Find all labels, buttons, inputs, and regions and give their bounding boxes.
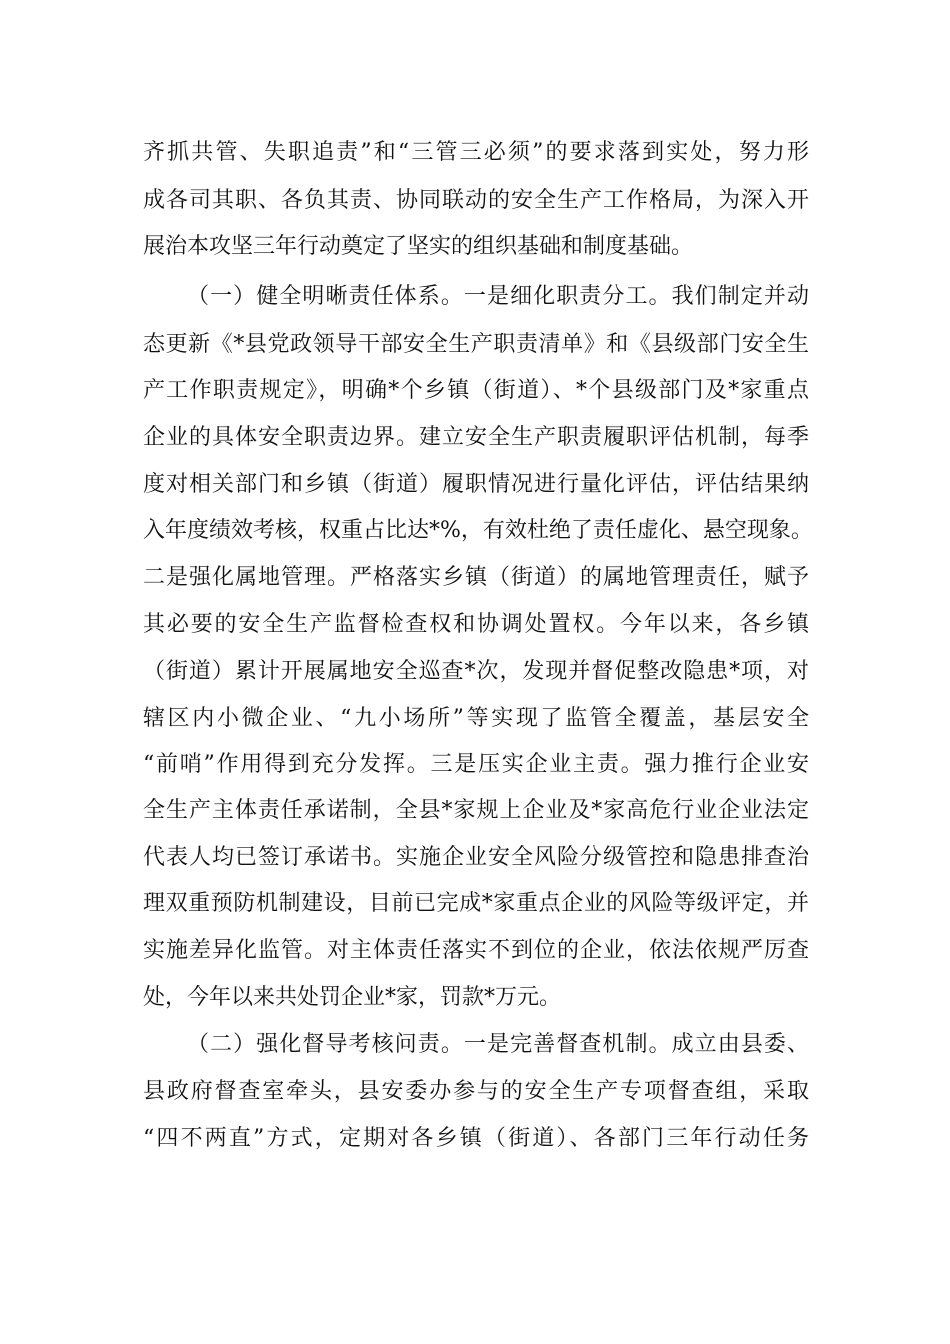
- section-heading-line: （一）健全明晰责任体系。一是细化职责分工。我们制定并动: [187, 284, 809, 309]
- text-line: 度对相关部门和乡镇（街道）履职情况进行量化评估，评估结果纳: [143, 472, 809, 497]
- text-line: 入年度绩效考核，权重占比达*%，有效杜绝了责任虚化、悬空现象。: [143, 518, 813, 543]
- text-line: “前哨”作用得到充分发挥。三是压实企业主责。强力推行企业安: [143, 752, 809, 777]
- text-line: 态更新《*县党政领导干部安全生产职责清单》和《县级部门安全生: [143, 332, 809, 357]
- text-line: 其必要的安全生产监督检查权和协调处置权。今年以来，各乡镇: [143, 612, 809, 637]
- text-line: 齐抓共管、失职追责”和“三管三必须”的要求落到实处，努力形: [143, 140, 809, 165]
- text-line: 二是强化属地管理。严格落实乡镇（街道）的属地管理责任，赋予: [143, 565, 809, 590]
- text-line: 展治本攻坚三年行动奠定了坚实的组织基础和制度基础。: [143, 234, 694, 259]
- text-line: 成各司其职、各负其责、协同联动的安全生产工作格局，为深入开: [143, 188, 809, 213]
- text-line: 全生产主体责任承诺制，全县*家规上企业及*家高危行业企业法定: [143, 798, 809, 823]
- text-line: （街道）累计开展属地安全巡查*次，发现并督促整改隐患*项，对: [143, 659, 809, 684]
- text-line: 理双重预防机制建设，目前已完成*家重点企业的风险等级评定，并: [143, 891, 809, 916]
- text-line: 产工作职责规定》，明确*个乡镇（街道）、*个县级部门及*家重点: [143, 378, 809, 403]
- text-line: 辖区内小微企业、“九小场所”等实现了监管全覆盖，基层安全: [143, 706, 809, 731]
- text-line: 企业的具体安全职责边界。建立安全生产职责履职评估机制，每季: [143, 425, 809, 450]
- text-line: 实施差异化监管。对主体责任落实不到位的企业，依法依规严厉查: [143, 938, 809, 963]
- text-line: 代表人均已签订承诺书。实施企业安全风险分级管控和隐患排查治: [143, 845, 809, 870]
- text-line: “四不两直”方式，定期对各乡镇（街道）、各部门三年行动任务: [143, 1126, 809, 1151]
- section-heading-line: （二）强化督导考核问责。一是完善督查机制。成立由县委、: [187, 1032, 809, 1057]
- text-line: 县政府督查室牵头，县安委办参与的安全生产专项督查组，采取: [143, 1079, 809, 1104]
- text-line: 处，今年以来共处罚企业*家，罚款*万元。: [143, 985, 562, 1010]
